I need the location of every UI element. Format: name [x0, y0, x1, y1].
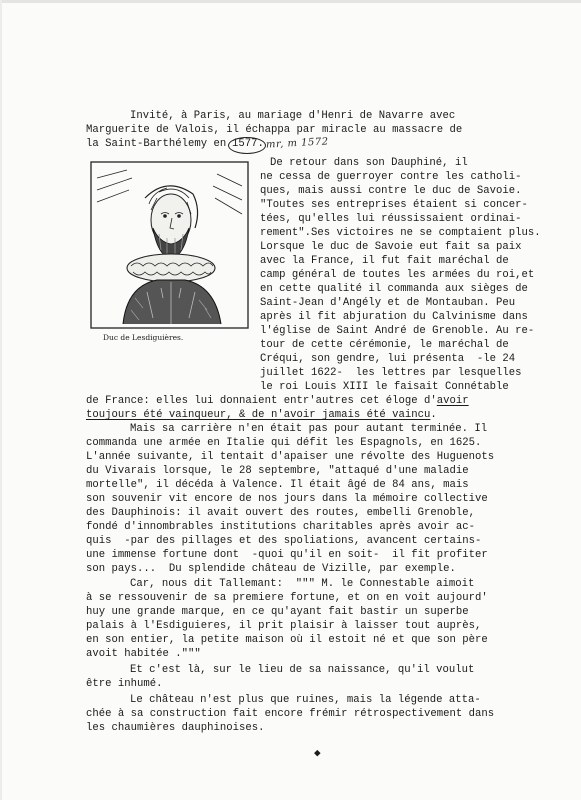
text-line: la Saint-Barthélemy en [86, 138, 233, 150]
scan-edge-top [0, 0, 581, 3]
text-line: ne cessa de guerroyer contre les catholi- [260, 171, 522, 183]
text-line: rement".Ses victoires ne se comptaient plus. [260, 227, 541, 239]
text-line: son souvenir vit encore de nos jours dans la mémoire collective [86, 493, 488, 505]
text-line: des Dauphinois: il avait ouvert des routes, embelli Grenoble, [86, 507, 476, 519]
text-line: une immense fortune dont -quoi qu'il en soit- il fit profiter [86, 549, 488, 561]
text-line: commanda une armée en Italie qui défit les Espagnols, en 1625. [86, 437, 482, 449]
text-line: en cette qualité il commanda aux sièges de [260, 283, 528, 295]
text-line: camp général de toutes les armées du roi,et [260, 269, 535, 281]
text-span: de France: elles lui donnaient entr'autres cet éloge d' [86, 395, 437, 407]
text-line: juillet 1622- les lettres par lesquelles [260, 367, 522, 379]
text-line: à se ressouvenir de sa premiere fortune, et on en voit aujourd' [86, 592, 488, 604]
text-span: . [430, 409, 437, 421]
underlined-quote: avoir [436, 395, 469, 407]
text-line: Car, nous dit Tallemant: """ M. le Connestable aimoit [130, 578, 475, 590]
circled-year: 1577. [232, 138, 264, 150]
text-line: mortelle", il décéda à Valence. Il était âgé de 84 ans, mais [86, 479, 469, 491]
text-line: chée à sa construction fait encore frémir rétrospectivement dans [86, 708, 495, 720]
text-line: Mais sa carrière n'en était pas pour autant terminée. Il [130, 423, 488, 435]
text-line [86, 409, 437, 422]
text-line: après il fit abjuration du Calvinisme dans [260, 311, 528, 323]
text-line: du Vivarais lorsque, le 28 septembre, "attaqué d'une maladie [86, 465, 469, 477]
underlined-quote: toujours été vainqueur, & de n'avoir jamais été vaincu [86, 409, 431, 421]
scan-edge-left [0, 0, 2, 800]
portrait-engraving [87, 158, 252, 348]
text-line: tées, qu'elles lui réussissaient ordinai- [260, 213, 522, 225]
text-line: Invité, à Paris, au mariage d'Henri de Navarre avec [130, 110, 456, 122]
text-line: avec la France, il fut fait maréchal de [260, 255, 509, 267]
text-line: quis -par des pillages et des spoliations, avancent certains- [86, 535, 482, 547]
text-line: ques, mais aussi contre le duc de Savoie. [260, 185, 522, 197]
text-line: Créqui, son gendre, lui présenta -le 24 [260, 353, 516, 365]
text-line [86, 395, 469, 408]
text-line: huy une grande marque, en ce qu'ayant fait bastir un superbe [86, 606, 469, 618]
text-line: le roi Louis XIII le faisait Connétable [260, 381, 509, 393]
text-line: l'église de Saint André de Grenoble. Au re- [260, 325, 535, 337]
text-line: Le château n'est plus que ruines, mais la légende atta- [130, 694, 481, 706]
ink-circle [228, 137, 266, 154]
text-line: Saint-Jean d'Angély et de Montauban. Peu [260, 297, 516, 309]
text-line: Marguerite de Valois, il échappa par miracle au massacre de [86, 124, 463, 136]
text-line: avoit habitée .""" [86, 648, 201, 660]
text-line: son pays... Du splendide château de Vizille, par exemple. [86, 563, 456, 575]
text-line: en son entier, la petite maison où il estoit né et que son père [86, 634, 488, 646]
handwritten-note: mr, m 1572 [265, 136, 329, 151]
text-line: "Toutes ses entreprises étaient si concer- [260, 199, 528, 211]
ornament-mark: ◆ [314, 748, 321, 760]
text-line: Lorsque le duc de Savoie eut fait sa paix [260, 241, 522, 253]
text-line: fondé d'innombrables institutions charitables après avoir ac- [86, 521, 476, 533]
text-line: Et c'est là, sur le lieu de sa naissance, qu'il voulut [130, 664, 475, 676]
text-line: les chaumières dauphinoises. [86, 722, 265, 734]
text-line: De retour dans son Dauphiné, il [270, 157, 468, 169]
text-line: L'année suivante, il tentait d'apaiser une révolte des Huguenots [86, 451, 495, 463]
portrait-caption: Duc de Lesdiguières. [103, 333, 184, 342]
text-line: tour de cette cérémonie, le maréchal de [260, 339, 509, 351]
text-line: être inhumé. [86, 678, 163, 690]
text-line: palais à l'Esdiguieres, il prit plaisir à laisser tout auprès, [86, 620, 482, 632]
